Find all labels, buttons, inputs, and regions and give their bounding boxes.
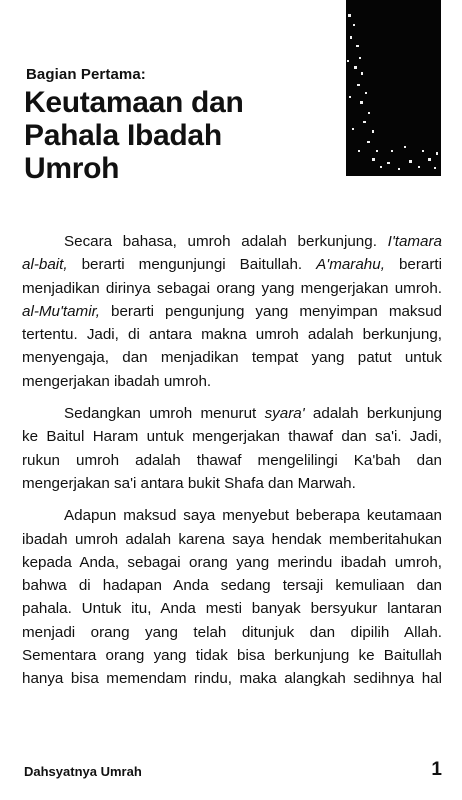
text-run: Adapun maksud saya menyebut beberapa keutamaan [64,507,442,525]
text-line [22,574,442,597]
text-run: Secara bahasa, umroh adalah berkunjung. [64,233,388,250]
text-run: berarti [384,256,442,274]
text-line [22,644,442,667]
text-line [22,346,442,369]
page-number: 1 [431,759,442,780]
text-line [22,551,442,574]
text-line [22,597,442,620]
text-run: menyengaja, dan menjadikan tempat yang patut untuk [22,349,442,367]
text-line [22,277,442,300]
text-line [22,449,442,472]
text-run: tertentu. Jadi, di antara makna umroh adalah berkunjung, [22,326,442,344]
text-line [22,425,442,448]
running-footer-book-title: Dahsyatnya Umrah [24,764,142,779]
body-paragraph [22,230,442,393]
text-line [22,472,442,495]
text-line [22,528,442,551]
body-paragraph [22,504,442,690]
italic-term: al-Mu'tamir, [22,302,101,320]
text-line [22,323,442,346]
text-run: mengerjakan ibadah umroh. [22,372,212,390]
text-line [22,667,442,690]
text-run: pahala. Untuk itu, Anda mesti banyak bersyukur lantaran [22,600,442,618]
text-run: hanya bisa memendam rindu, maka alangkah sedihnya hal [22,670,442,688]
italic-term: I'tamara [387,233,442,250]
body-text [22,230,442,700]
italic-term: A'marahu, [316,256,385,274]
italic-term: al-bait, [22,256,68,274]
text-run: adalah berkunjung [304,405,442,423]
body-paragraph [22,402,442,495]
text-run: Sementara orang yang tidak bisa berkunjung ke Baitullah [22,647,442,665]
text-run: mengerjakan sa'i antara bukit Shafa dan Marwah. [22,474,356,492]
chapter-label: Bagian Pertama: [26,66,146,83]
text-run: kepada Anda, sebagai orang yang merindu ibadah umroh, [22,553,442,571]
text-run: berarti mengunjungi Baitullah. [67,256,317,274]
text-line [22,253,442,276]
text-run: berarti pengunjung yang menyimpan maksud [100,302,442,320]
chapter-title-line: Umroh [24,152,120,185]
chapter-title-line: Keutamaan dan [24,86,244,119]
chapter-title [24,86,324,185]
chapter-title-line: Pahala Ibadah [24,119,222,152]
italic-term: syara' [264,405,305,423]
text-run: ke Baitul Haram untuk mengerjakan thawaf dan sa'i. Jadi, [22,428,442,446]
text-run: menjadi orang yang telah ditunjuk dan dipilih Allah. [22,623,442,641]
header-photo [346,0,441,176]
text-line [22,230,442,253]
text-line [22,621,442,644]
text-line [22,402,442,425]
text-run: rukun umroh adalah thawaf mengelilingi Ka'bah dan [22,451,442,469]
text-line [22,370,442,393]
text-run: ibadah umroh adalah karena saya hendak memberitahukan [22,530,442,548]
text-line [22,504,442,527]
text-run: Sedangkan umroh menurut [64,405,265,423]
night-lights-image [346,0,441,176]
text-run: menjadikan dirinya sebagai orang yang mengerjakan umroh. [22,279,442,297]
text-line [22,300,442,323]
text-run: bahwa di hadapan Anda sedang tersaji kemuliaan dan [22,577,442,595]
